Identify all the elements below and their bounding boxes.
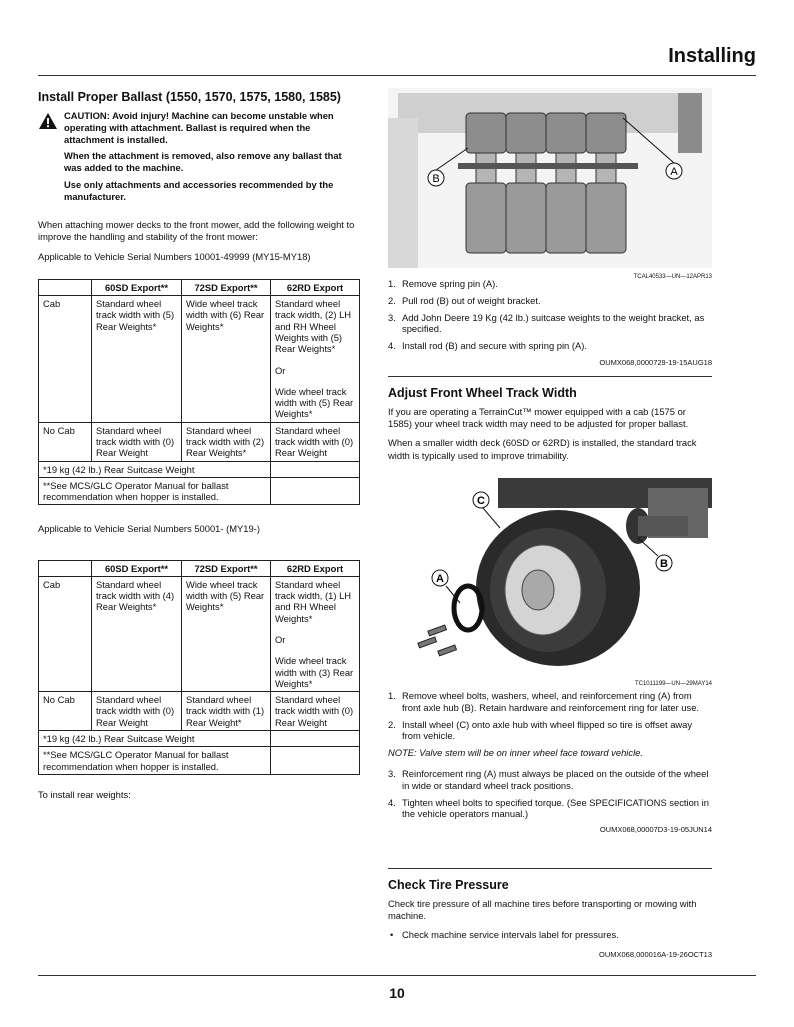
callout-b: B — [432, 173, 440, 185]
wheel-illustration — [388, 478, 712, 676]
list-item: 1. Remove wheel bolts, washers, wheel, and reinforcement ring (A) from front axle hub (B). Retain hardware and reinforcement ring for later use. — [388, 690, 700, 713]
table-row-cab — [39, 296, 360, 423]
callout-c: C — [477, 495, 485, 507]
track-steps-section — [388, 690, 712, 834]
cell-cab-62rd-option-a: Standard wheel track width, (2) LH and RH Wheel Weights with (5) Rear Weights* — [275, 298, 352, 355]
list-item: 2. Pull rod (B) out of weight bracket. — [388, 294, 541, 306]
table-footnote-row — [39, 731, 360, 747]
weights-steps-section — [388, 278, 712, 367]
cell-cab-72sd: Wide wheel track width with (6) Rear Weights* — [182, 296, 271, 423]
table-row-no-cab — [39, 422, 360, 461]
cell-nocab-60sd: Standard wheel track width with (0) Rear Weight — [92, 422, 182, 461]
ballast-table-2 — [38, 560, 360, 775]
footer-rule — [38, 975, 756, 976]
row-label-cab: Cab — [39, 296, 92, 423]
cell-cab-62rd-or: Or — [275, 364, 286, 376]
track-heading: Adjust Front Wheel Track Width — [388, 386, 577, 400]
list-item: 1. Remove spring pin (A). — [388, 278, 498, 289]
ballast-intro: When attaching mower decks to the front mower, add the following weight to improve the handling and stability of the front mower: — [38, 219, 355, 243]
list-item: 4. Install rod (B) and secure with spring pin (A). — [388, 340, 587, 351]
warning-icon — [38, 110, 58, 207]
callout-a: A — [670, 166, 678, 178]
tire-ref-code: OUMX068,000016A-19-26OCT13 — [599, 950, 712, 960]
ballast-table-1 — [38, 279, 360, 506]
list-item: 4. Tighten wheel bolts to specified torque. (See SPECIFICATIONS section in the vehicle operators manual.) — [388, 796, 709, 820]
tire-section — [388, 878, 712, 959]
page-number: 10 — [389, 985, 405, 1001]
tire-paragraph: Check tire pressure of all machine tires before transporting or mowing with machine. — [388, 898, 697, 922]
weights-ref-code: OUMX068,0000729-19-15AUG18 — [599, 357, 712, 367]
cell-cab-62rd — [271, 576, 360, 691]
table-row-cab — [39, 576, 360, 691]
table-footnote-manual: **See MCS/GLC Operator Manual for ballast recommendation when hopper is installed. — [39, 747, 271, 775]
weights-steps-list — [388, 278, 712, 352]
cell-nocab-72sd: Standard wheel track width with (1) Rear Weight* — [182, 692, 271, 731]
rear-weights-intro: To install rear weights: — [38, 788, 131, 800]
row-label-no-cab: No Cab — [39, 422, 92, 461]
track-section — [388, 386, 712, 469]
caution-text-2: When the attachment is removed, also remove any ballast that was added to the machine. — [64, 150, 342, 173]
tire-bullet: • Check machine service intervals label for pressures. — [388, 929, 712, 940]
cell-nocab-62rd: Standard wheel track width with (0) Rear Weight — [271, 692, 360, 731]
table-footnote-weight: *19 kg (42 lb.) Rear Suitcase Weight — [39, 731, 271, 747]
valve-stem-note: NOTE: Valve stem will be on inner wheel face toward vehicle. — [388, 747, 643, 758]
caution-text-3: Use only attachments and accessories recommended by the manufacturer. — [64, 178, 334, 202]
caution-block — [38, 110, 360, 207]
section-rule — [388, 868, 712, 869]
track-steps-list — [388, 690, 712, 742]
row-label-cab: Cab — [39, 576, 92, 691]
cell-cab-60sd: Standard wheel track width with (4) Rear Weights* — [92, 576, 182, 691]
applicable-text-1: Applicable to Vehicle Serial Numbers 10001-49999 (MY15-MY18) — [38, 250, 311, 262]
ballast-heading: Install Proper Ballast (1550, 1570, 1575, 1580, 1585) — [38, 90, 341, 104]
track-ref-code: OUMX068,00007D3-19-05JUN14 — [599, 825, 712, 834]
track-paragraph-1: If you are operating a TerrainCut™ mower equipped with a cab (1575 or 1585) your wheel track width may need to be adjusted for proper ballast. — [388, 406, 689, 430]
header-rule — [38, 75, 756, 76]
table-header-62rd: 62RD Export — [271, 279, 360, 295]
table-footnote-manual: **See MCS/GLC Operator Manual for ballast recommendation when hopper is installed. — [39, 477, 271, 505]
table-header-row — [39, 279, 360, 295]
cell-cab-62rd — [271, 296, 360, 423]
cell-nocab-62rd: Standard wheel track width with (0) Rear Weight — [271, 422, 360, 461]
section-rule — [388, 376, 712, 377]
cell-cab-72sd: Wide wheel track width with (5) Rear Weights* — [182, 576, 271, 691]
wheel-figure — [388, 478, 712, 687]
cell-cab-62rd-or: Or — [275, 634, 286, 646]
cell-cab-62rd-option-b: Wide wheel track width with (3) Rear Weights* — [275, 655, 354, 689]
table-footnote-row — [39, 461, 360, 477]
figure-code: TCAL40533—UN—12APR13 — [633, 274, 712, 280]
list-item: 2. Install wheel (C) onto axle hub with wheel flipped so tire is offset away from vehicle. — [388, 718, 693, 742]
callout-a: A — [436, 573, 444, 585]
figure-code: TC1011199—UN—29MAY14 — [634, 681, 712, 687]
track-steps-list-2 — [388, 768, 712, 820]
cell-nocab-72sd: Standard wheel track width with (2) Rear Weights* — [182, 422, 271, 461]
caution-text-1: CAUTION: Avoid injury! Machine can become unstable when operating with attachment. Ballast is required when the attachment is installed. — [64, 110, 334, 145]
suitcase-weights-illustration — [388, 88, 712, 268]
list-item: 3. Add John Deere 19 Kg (42 lb.) suitcase weights to the weight bracket, as specified. — [388, 311, 705, 335]
table-header-60sd: 60SD Export** — [92, 279, 182, 295]
table-header-empty — [39, 279, 92, 295]
table-header-60sd: 60SD Export** — [92, 560, 182, 576]
table-row-no-cab — [39, 692, 360, 731]
list-item: 3. Reinforcement ring (A) must always be placed on the outside of the wheel in wide or standard wheel track positions. — [388, 768, 709, 791]
table-header-62rd: 62RD Export — [271, 560, 360, 576]
cell-cab-62rd-option-b: Wide wheel track width with (5) Rear Weights* — [275, 385, 354, 420]
callout-b: B — [660, 558, 668, 570]
row-label-no-cab: No Cab — [39, 692, 92, 731]
ballast-section — [38, 90, 360, 808]
page-title: Installing — [668, 45, 756, 67]
table-footnote-row — [39, 477, 360, 505]
weights-figure — [388, 88, 712, 280]
table-footnote-row — [39, 747, 360, 775]
table-header-empty — [39, 560, 92, 576]
cell-nocab-60sd: Standard wheel track width with (0) Rear Weight — [92, 692, 182, 731]
table-header-72sd: 72SD Export** — [182, 560, 271, 576]
table-header-row — [39, 560, 360, 576]
tire-heading: Check Tire Pressure — [388, 878, 509, 892]
applicable-text-2: Applicable to Vehicle Serial Numbers 50001- (MY19-) — [38, 523, 260, 535]
table-footnote-weight: *19 kg (42 lb.) Rear Suitcase Weight — [39, 461, 271, 477]
cell-cab-62rd-option-a: Standard wheel track width, (1) LH and RH Wheel Weights* — [275, 578, 352, 624]
cell-cab-60sd: Standard wheel track width with (5) Rear Weights* — [92, 296, 182, 423]
table-header-72sd: 72SD Export** — [182, 279, 271, 295]
track-paragraph-2: When a smaller width deck (60SD or 62RD) is installed, the standard track width is typically used to improve trimability. — [388, 437, 697, 461]
